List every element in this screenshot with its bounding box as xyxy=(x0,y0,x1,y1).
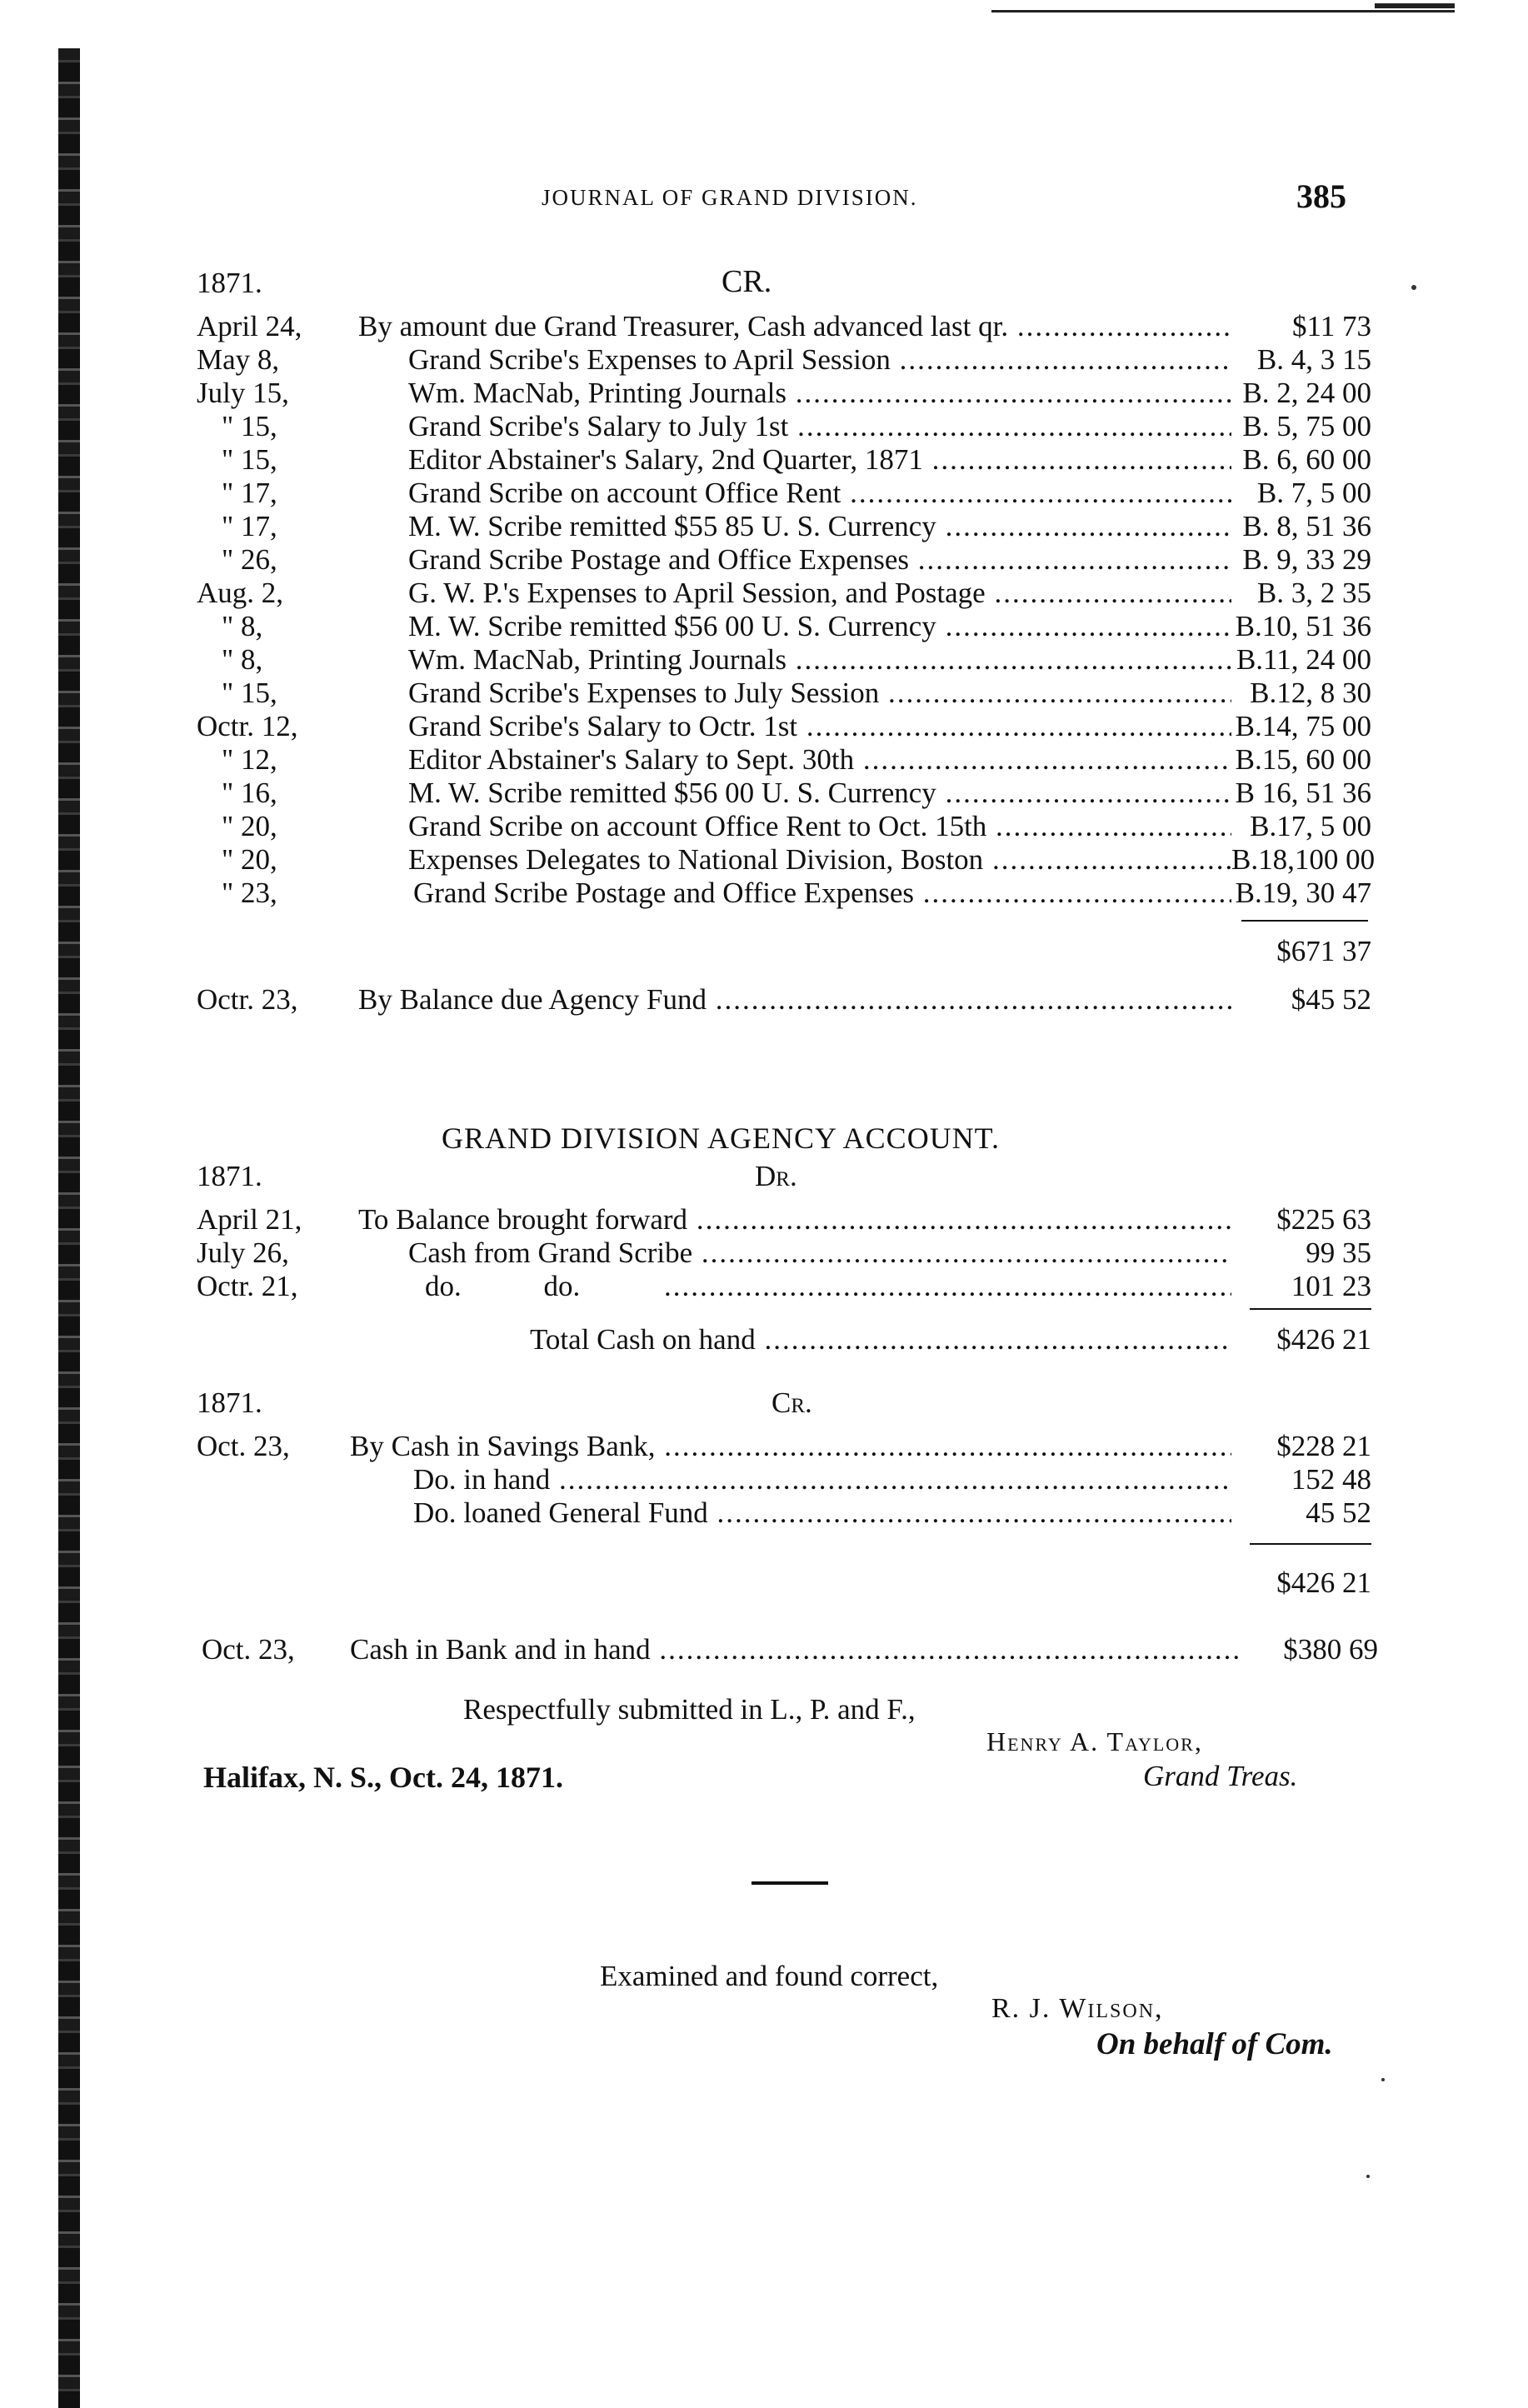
top-rule-mark xyxy=(1375,3,1455,8)
margin-mark xyxy=(1366,2175,1370,2178)
entry-amount: B. 7, 5 00 xyxy=(1256,477,1371,509)
entry-description: To Balance brought forward ..... xyxy=(358,1203,1231,1236)
entry-amount: B.11, 24 00 xyxy=(1236,643,1371,676)
ledger-entry xyxy=(197,710,1371,743)
entry-date: " 20, xyxy=(222,810,277,842)
treasurer-title: Grand Treas. xyxy=(1143,1760,1298,1792)
entry-amount: $228 21 xyxy=(1276,1430,1371,1462)
entry-amount: B.12, 8 30 xyxy=(1250,677,1371,709)
cr-year: 1871. xyxy=(197,1386,262,1419)
entry-description: Grand Scribe Postage and Office Expenses ..... xyxy=(413,877,1231,910)
entry-date: " 17, xyxy=(222,477,277,509)
entry-description: M. W. Scribe remitted $56 00 U. S. Currency ..... xyxy=(408,777,1231,810)
ledger-entry xyxy=(197,743,1371,777)
cr-heading: CR. xyxy=(722,264,772,299)
ledger-entry xyxy=(197,510,1371,543)
entry-date: July 15, xyxy=(197,377,289,409)
examiner-title: On behalf of Com. xyxy=(1096,2027,1333,2061)
ledger-entry xyxy=(197,1236,1371,1270)
entry-date: " 12, xyxy=(222,743,277,776)
ledger-entry xyxy=(197,410,1371,443)
cr-heading: Cr. xyxy=(771,1386,812,1419)
entry-date: " 15, xyxy=(222,677,277,709)
entry-amount: $426 21 xyxy=(1276,1323,1371,1356)
sum-rule xyxy=(1250,1543,1371,1545)
page-number: 385 xyxy=(1296,177,1346,215)
entry-date: " 26, xyxy=(222,543,277,576)
entry-description: By amount due Grand Treasurer, Cash advanced last qr. ..... xyxy=(358,310,1231,343)
entry-date: " 16, xyxy=(222,777,277,809)
entry-amount: B.10, 51 36 xyxy=(1235,610,1371,642)
entry-date: Oct. 23, xyxy=(197,1430,290,1462)
ledger-entry xyxy=(197,1203,1371,1236)
entry-amount: $45 52 xyxy=(1291,983,1371,1016)
entry-description: G. W. P.'s Expenses to April Session, and Postage ..... xyxy=(408,577,1231,610)
sum-rule xyxy=(1250,1308,1371,1310)
entry-date: " 17, xyxy=(222,510,277,542)
page-binding-edge xyxy=(58,48,80,2408)
top-rule xyxy=(991,10,1455,12)
cr-total: $426 21 xyxy=(1276,1566,1371,1599)
dr-total-line xyxy=(197,1323,1371,1356)
entry-date: April 24, xyxy=(197,310,302,342)
entry-description: Total Cash on hand ..... xyxy=(530,1323,1231,1356)
entry-amount: 101 23 xyxy=(1291,1270,1371,1302)
entry-description: Expenses Delegates to National Division, Boston ..... xyxy=(408,843,1231,877)
ledger-entry xyxy=(197,777,1371,810)
entry-description: Grand Scribe Postage and Office Expenses ..... xyxy=(408,543,1231,577)
ledger-entry xyxy=(197,310,1371,343)
entry-amount: B.18,100 00 xyxy=(1231,843,1376,876)
treasurer-name: Henry A. Taylor, xyxy=(986,1726,1203,1756)
entry-description: Grand Scribe's Expenses to July Session ..... xyxy=(408,677,1231,710)
dr-year: 1871. xyxy=(197,1160,262,1192)
entry-amount: B.15, 60 00 xyxy=(1235,743,1371,776)
entry-amount: B.19, 30 47 xyxy=(1235,877,1371,909)
entry-amount: 99 35 xyxy=(1306,1236,1371,1269)
ledger-entry xyxy=(197,343,1371,377)
entry-description: do. do. ..... xyxy=(425,1270,1231,1303)
entry-date: May 8, xyxy=(197,343,280,376)
entry-description: Grand Scribe's Expenses to April Session ..... xyxy=(408,343,1231,377)
entry-date: April 21, xyxy=(197,1203,302,1236)
examined-line: Examined and found correct, xyxy=(600,1960,939,1992)
ledger-entry xyxy=(197,577,1371,610)
entry-description: Wm. MacNab, Printing Journals ..... xyxy=(408,377,1231,410)
entry-amount: B. 4, 3 15 xyxy=(1256,343,1371,376)
entry-amount: $11 73 xyxy=(1292,310,1371,342)
entry-date: " 15, xyxy=(222,443,277,476)
cr-total: $671 37 xyxy=(1276,935,1371,967)
entry-description: Grand Scribe on account Office Rent to Oct. 15th ..... xyxy=(408,810,1231,843)
entry-description: Cash in Bank and in hand ..... xyxy=(350,1633,1238,1666)
final-entry xyxy=(202,1633,1378,1666)
entry-amount: B. 5, 75 00 xyxy=(1242,410,1371,442)
entry-amount: B. 2, 24 00 xyxy=(1242,377,1371,409)
ledger-entry xyxy=(197,610,1371,643)
dr-heading: Dr. xyxy=(755,1160,797,1192)
entry-description: Cash from Grand Scribe ..... xyxy=(408,1236,1231,1270)
entry-date: July 26, xyxy=(197,1236,289,1269)
sum-rule xyxy=(1241,920,1368,922)
entry-date: Oct. 23, xyxy=(202,1633,295,1666)
entry-description: Editor Abstainer's Salary to Sept. 30th ..... xyxy=(408,743,1231,777)
entry-amount: B.14, 75 00 xyxy=(1235,710,1371,742)
entry-amount: B.17, 5 00 xyxy=(1250,810,1371,842)
place-date: Halifax, N. S., Oct. 24, 1871. xyxy=(203,1761,563,1794)
entry-amount: $225 63 xyxy=(1276,1203,1371,1236)
entry-amount: B 16, 51 36 xyxy=(1235,777,1371,809)
entry-description: Grand Scribe's Salary to Octr. 1st ..... xyxy=(408,710,1231,743)
ledger-entry xyxy=(197,877,1371,910)
ledger-entry xyxy=(197,843,1376,877)
entry-date: " 8, xyxy=(222,610,263,642)
entry-date: " 20, xyxy=(222,843,277,876)
divider-rule xyxy=(752,1881,828,1885)
entry-amount: $380 69 xyxy=(1283,1633,1378,1666)
balance-entry xyxy=(197,983,1371,1017)
ledger-entry xyxy=(197,1430,1371,1463)
entry-date: Aug. 2, xyxy=(197,577,284,609)
ledger-entry xyxy=(197,643,1371,677)
entry-amount: B. 3, 2 35 xyxy=(1256,577,1371,609)
entry-description: By Cash in Savings Bank, ..... xyxy=(350,1430,1231,1463)
entry-description: Wm. MacNab, Printing Journals ..... xyxy=(408,643,1231,677)
ledger-entry xyxy=(197,443,1371,477)
ledger-entry xyxy=(197,477,1371,510)
running-title: JOURNAL OF GRAND DIVISION. xyxy=(542,185,918,210)
ledger-entry xyxy=(197,677,1371,710)
entry-description: Grand Scribe on account Office Rent ..... xyxy=(408,477,1231,510)
entry-description: Editor Abstainer's Salary, 2nd Quarter, 1871 ..... xyxy=(408,443,1231,477)
entry-description: Do. in hand ..... xyxy=(413,1463,1231,1496)
margin-mark xyxy=(1381,2078,1385,2081)
ledger-entry xyxy=(197,377,1371,410)
entry-date: Octr. 21, xyxy=(197,1270,298,1302)
examiner-name: R. J. Wilson, xyxy=(991,1993,1164,2024)
entry-amount: B. 9, 33 29 xyxy=(1242,543,1371,576)
entry-description: By Balance due Agency Fund ..... xyxy=(358,983,1231,1017)
ledger-entry xyxy=(197,1270,1371,1303)
entry-date: Octr. 12, xyxy=(197,710,298,742)
ledger-entry xyxy=(197,1496,1371,1530)
ledger-entry xyxy=(197,1463,1371,1496)
entry-description: M. W. Scribe remitted $56 00 U. S. Currency ..... xyxy=(408,610,1231,643)
entry-amount: B. 6, 60 00 xyxy=(1242,443,1371,476)
agency-title: GRAND DIVISION AGENCY ACCOUNT. xyxy=(442,1122,1001,1155)
entry-amount: B. 8, 51 36 xyxy=(1242,510,1371,542)
entry-amount: 152 48 xyxy=(1291,1463,1371,1496)
entry-date: Octr. 23, xyxy=(197,983,298,1016)
entry-description: Grand Scribe's Salary to July 1st ..... xyxy=(408,410,1231,443)
entry-date: " 8, xyxy=(222,643,263,676)
entry-description: Do. loaned General Fund ..... xyxy=(413,1496,1231,1530)
entry-date: " 23, xyxy=(222,877,277,909)
ledger-entry xyxy=(197,810,1371,843)
ledger-entry xyxy=(197,543,1371,577)
respectfully-line: Respectfully submitted in L., P. and F., xyxy=(463,1693,916,1726)
cr-year: 1871. xyxy=(197,267,262,299)
entry-amount: 45 52 xyxy=(1306,1496,1371,1529)
entry-description: M. W. Scribe remitted $55 85 U. S. Currency ..... xyxy=(408,510,1231,543)
margin-mark xyxy=(1411,285,1416,290)
entry-date: " 15, xyxy=(222,410,277,442)
